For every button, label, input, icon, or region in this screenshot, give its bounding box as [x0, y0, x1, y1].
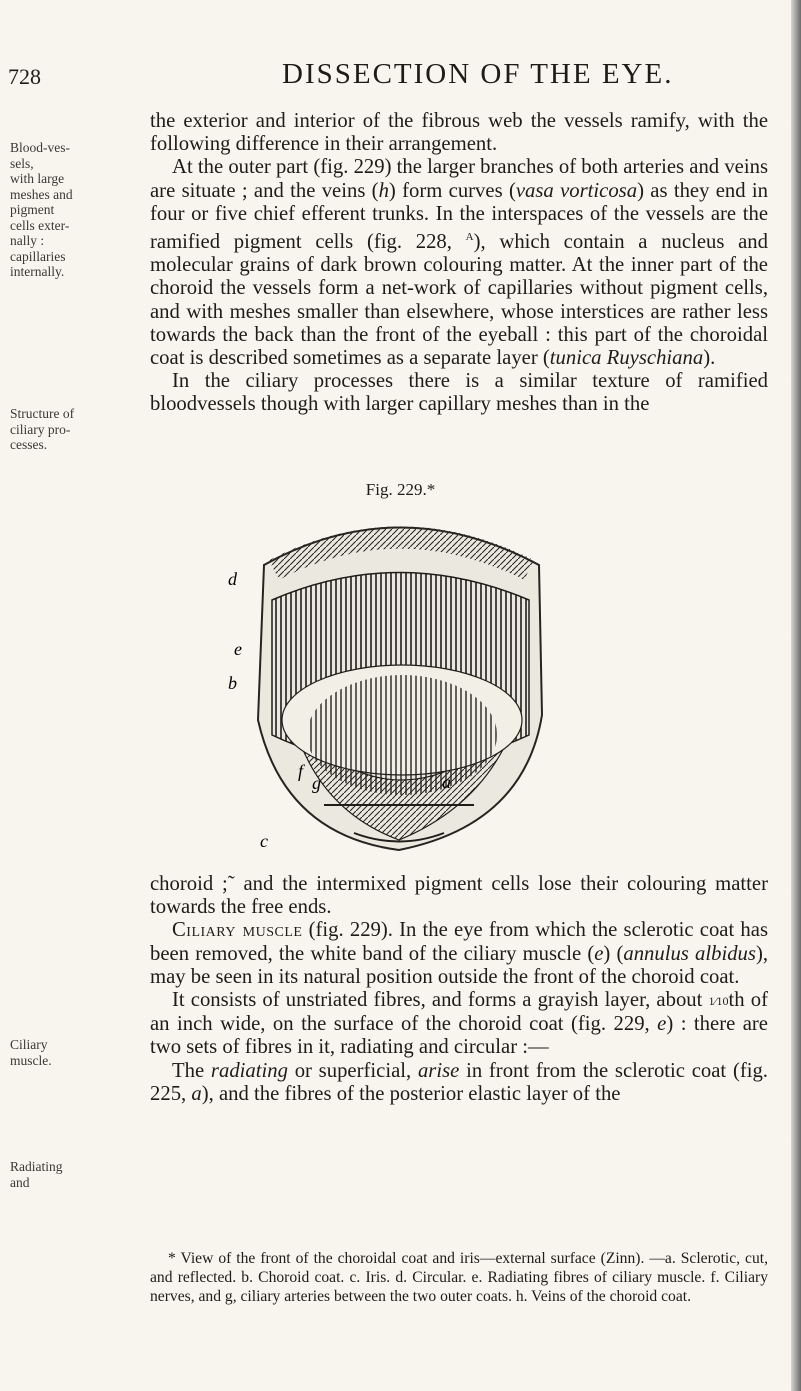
italic-letter: e [594, 942, 604, 965]
italic-term: radiating [210, 1059, 288, 1082]
paragraph-text: choroid ;˜ and the intermixed pigment cells lose their colouring matter towards the free ends. [150, 873, 768, 919]
text-run: th of an inch wide, on the surface of the choroid coat (fig. 229, [150, 989, 769, 1036]
paragraph-text: In the ciliary processes there is a similar texture of ramified bloodvessels though with larger capillary meshes than in the [150, 370, 768, 416]
text-run: ), which contain a nucleus and molecular grains of dark brown colouring matter. At the inner part of the choroid the vessels form a net-work of capillaries without pigment cells, and with meshes smaller than elsewhere, whose interstices are rather less towards the back than the front of the eyeball : this part of the choroidal coat is described sometimes as a separate layer ( [150, 230, 768, 369]
page-number: 728 [8, 64, 41, 89]
fraction: 1⁄10 [708, 994, 729, 1009]
italic-term: annulus albidus [623, 942, 756, 965]
running-title: DISSECTION OF THE EYE. [282, 58, 674, 90]
figure-label-b: b [228, 673, 237, 693]
figure-label-c: c [260, 831, 268, 851]
text-run: in front from the sclerotic coat (fig. 225, [150, 1059, 768, 1105]
paragraph [150, 873, 768, 919]
italic-term: arise [417, 1059, 460, 1082]
text-run: ) : there are two sets of fibres in it, radiating and circular :— [150, 1013, 768, 1059]
text-run: At the outer part (fig. 229) the larger branches of both arteries and veins are situate ; and the veins ( [150, 156, 768, 202]
footnote-text: * View of the front of the choroidal coat and iris—external surface (Zinn). —a. Sclerotic, cut, and reflected. b. Choroid coat. c. Iris. d. Circular. e. Radiating fibres of ciliary muscle. f. Ciliary nerves, and g, ciliary arteries between the two outer coats. h. Veins of the choroid coat. [150, 1250, 768, 1305]
text-run: (fig. 229). In the eye from which the sclerotic coat has been removed, the white band of the ciliary muscle ( [150, 919, 768, 965]
figure-label-f: f [298, 761, 304, 781]
text-run: ), and the fibres of the posterior elastic layer of the [201, 1082, 621, 1105]
italic-letter: e [657, 1013, 667, 1036]
paragraph [150, 156, 768, 370]
footnote [150, 1249, 768, 1306]
figure-label-a: a [442, 772, 451, 792]
text-run: ) ( [603, 942, 624, 965]
figure-label-g: g [312, 773, 321, 793]
figure-caption: Fig. 229.* [365, 480, 436, 499]
italic-term: tunica Ruyschiana [549, 346, 704, 369]
superscript: A [465, 231, 474, 244]
page-edge-shadow [791, 0, 801, 1391]
section-heading: Ciliary muscle [172, 919, 303, 942]
text-block-top [150, 110, 768, 417]
paragraph [150, 1060, 768, 1106]
figure-label-e: e [234, 639, 242, 659]
paragraph [150, 370, 768, 416]
text-run: ), may be seen in its natural position outside the front of the choroid coat. [150, 942, 768, 988]
margin-note-ciliary-structure: Structure of ciliary pro- cesses. [10, 406, 75, 452]
figure-choroid-iris-illustration [224, 505, 574, 865]
text-run: ) as they end in four or five chief efferent trunks. In the interspaces of the vessels are the ramified pigment cells (fig. 228, [150, 179, 769, 253]
figure-label-d: d [228, 569, 237, 589]
italic-letter: a [191, 1082, 202, 1105]
text-run: or superficial, [287, 1059, 418, 1082]
text-run: The [172, 1059, 211, 1082]
margin-note-blood-vessels: Blood-ves- sels, with large meshes and pigment cells exter- nally : capillaries internally. [10, 140, 73, 279]
text-block-bottom [150, 873, 768, 1106]
italic-letter: h [378, 179, 389, 202]
paragraph [150, 989, 768, 1060]
text-run: ) form curves ( [388, 179, 516, 202]
eyeball-outline [258, 528, 542, 851]
paragraph [150, 919, 768, 989]
text-run: ). [703, 346, 716, 369]
italic-term: vasa vorticosa [515, 179, 638, 202]
page-header [0, 58, 801, 98]
margin-note-ciliary-muscle: Ciliary muscle. [10, 1037, 52, 1068]
text-run: It consists of unstriated fibres, and forms a grayish layer, about [172, 989, 709, 1012]
margin-note-radiating: Radiating and [10, 1159, 63, 1190]
paragraph [150, 110, 768, 156]
paragraph-text: the exterior and interior of the fibrous web the vessels ramify, with the following difference in their arrangement. [150, 110, 768, 156]
